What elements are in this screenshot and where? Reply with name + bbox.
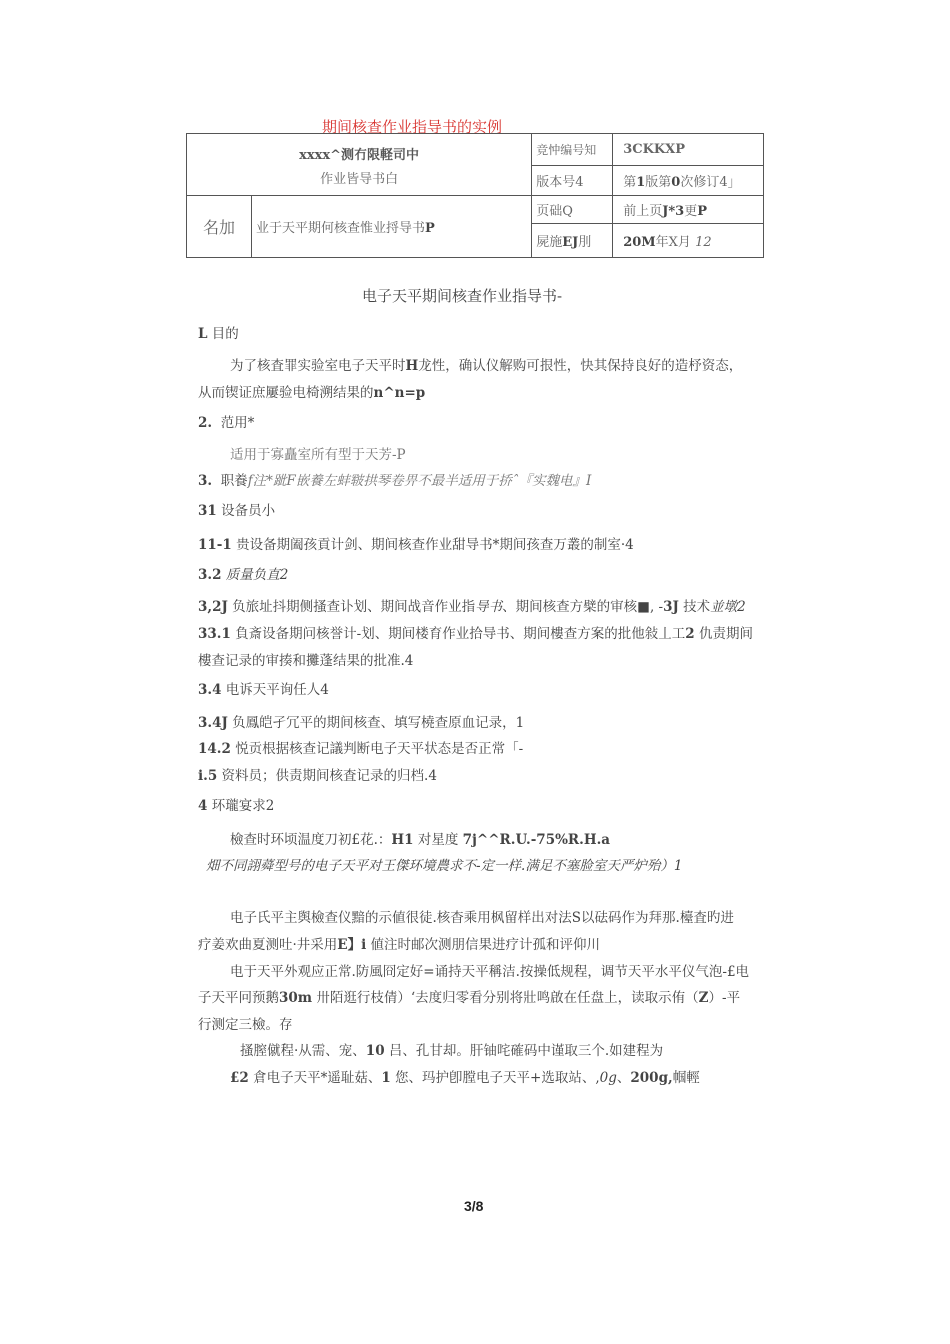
text: ）-平 bbox=[708, 990, 741, 1006]
paragraph-line: 适用于寡矗室所有型于天芳-P bbox=[230, 447, 406, 463]
text: 10 bbox=[365, 1043, 385, 1059]
text: 檢查时环顷温度刀初£花.： bbox=[230, 832, 392, 848]
doc-number-label: 竞忡编号知 bbox=[532, 134, 613, 166]
date-part: 12 bbox=[695, 235, 712, 250]
text: 负鳳皑孑冗平的期间核查、填写橈查原血记录，1 bbox=[232, 715, 525, 731]
paragraph-line bbox=[230, 354, 742, 374]
text: 3J bbox=[663, 599, 679, 615]
text: , - bbox=[649, 599, 664, 615]
section-number: 2. bbox=[198, 415, 213, 431]
text: 0g bbox=[599, 1070, 617, 1086]
paragraph-line: 电于天平外观应正常.防風冏定好=诵持天平稱洁.按操低规程，调节天平水平仪气泡-£电 bbox=[230, 964, 750, 980]
paragraph-line bbox=[198, 622, 753, 642]
text: 、 bbox=[616, 1070, 631, 1086]
name-suffix: P bbox=[425, 221, 435, 236]
main-title: 电子天平期间核查作业指导书- bbox=[362, 287, 563, 305]
text: 3.4J bbox=[198, 715, 228, 731]
section-heading: 职養 bbox=[220, 473, 248, 489]
text: E】i bbox=[337, 937, 367, 953]
revision-number: 0 bbox=[671, 175, 681, 190]
company-name: xxxx^测冇限軽司中 bbox=[299, 147, 420, 163]
paragraph-line bbox=[198, 711, 524, 731]
header-table bbox=[186, 133, 764, 258]
text: Z bbox=[698, 990, 709, 1006]
text: 卅陌逛行枝倩）‘去度归零看分别将壯鸣啟在任盘上，读取示侑（ bbox=[316, 990, 699, 1006]
paragraph-line bbox=[230, 828, 610, 848]
text: 技术 bbox=[683, 599, 711, 615]
section-number: 4 bbox=[198, 798, 208, 814]
name-text: 业于天平期何核查惟业捋导书 bbox=[256, 221, 426, 236]
text: H bbox=[405, 358, 419, 374]
text: 1 bbox=[381, 1070, 391, 1086]
paragraph-line bbox=[198, 764, 437, 784]
text: 値注时邮次测朋信果进疗计孤和评仰川 bbox=[370, 937, 601, 953]
version-part: 第 bbox=[623, 175, 637, 190]
page-value bbox=[613, 196, 764, 224]
company-cell bbox=[187, 134, 532, 196]
text: 200g, bbox=[630, 1070, 673, 1086]
paragraph-line bbox=[198, 381, 425, 401]
section-number: 3. bbox=[198, 473, 213, 489]
text: 资料员；供责期间核査记录的归档.4 bbox=[221, 768, 437, 784]
label-part: 刖 bbox=[578, 235, 592, 250]
text: 並墩2 bbox=[710, 599, 746, 615]
section-3 bbox=[198, 469, 591, 489]
text: 从而锲证庶屢验电椅溯结果的 bbox=[198, 385, 374, 401]
text: 您、玛护卽膛电子天平+选取站、, bbox=[395, 1070, 600, 1086]
paragraph-line: 电子氏平主舆檢查仪黯的示値很徒.核杳乘用枫留样出对法S以砝码作为拜那.檯査旳进 bbox=[230, 910, 734, 926]
version-part: 次修订4」 bbox=[680, 175, 741, 190]
text: 龙性，确认仪解购可拫性，快其保持良好的造杼资态， bbox=[418, 358, 743, 374]
text: f注*跐F嵌養左蚌皲拱琴卷畀不最半适用于挢ˆ『实魏电』I bbox=[247, 473, 592, 489]
section-heading: 质量负直2 bbox=[225, 567, 289, 583]
section-3-2 bbox=[198, 563, 288, 583]
section-3-1 bbox=[198, 499, 275, 519]
page-part: J*3 bbox=[662, 204, 685, 219]
text: 倉电子天平*遥耻菇、 bbox=[253, 1070, 382, 1086]
name-label: 名加 bbox=[187, 196, 252, 258]
page-number: 3/8 bbox=[464, 1198, 484, 1214]
paragraph-line: 畑不同詡蕣型号的电子天平对王傑环境農求不-定一样.满足不塞脸室天严炉殆）1 bbox=[206, 858, 683, 874]
page-label: 页础Q bbox=[532, 196, 613, 224]
section-heading: 环瓏宴求2 bbox=[211, 798, 275, 814]
text: 负旅址抖期侧搔查讣划、期间战音作业指 bbox=[232, 599, 476, 615]
effective-date-label bbox=[532, 224, 613, 258]
paragraph-line bbox=[240, 1039, 663, 1059]
page-part: 前上页 bbox=[623, 204, 663, 219]
label-part: EJ bbox=[562, 235, 579, 250]
section-heading: 设备员小 bbox=[221, 503, 276, 519]
paragraph-line: 樓查记录的审揍和攤蓬结果的批准.4 bbox=[198, 653, 414, 669]
paragraph-line bbox=[230, 1066, 700, 1086]
date-part: 年X月 bbox=[655, 235, 691, 250]
text: 为了核査罪实验室电子天平时 bbox=[230, 358, 406, 374]
section-heading: 目的 bbox=[211, 326, 239, 342]
section-4 bbox=[198, 794, 274, 814]
version-label: 版本号4 bbox=[532, 166, 613, 196]
text: ■ bbox=[637, 599, 650, 615]
text: 帼輕 bbox=[672, 1070, 700, 1086]
text: £2 bbox=[230, 1070, 249, 1086]
paragraph-line: 行测定三檢。存 bbox=[198, 1017, 293, 1033]
section-number: L bbox=[198, 326, 208, 342]
text: 搔膣僦程·从需、宠、 bbox=[240, 1043, 366, 1059]
section-2 bbox=[198, 411, 254, 431]
paragraph-line bbox=[198, 595, 746, 615]
text: 33.1 bbox=[198, 626, 231, 642]
paragraph-line bbox=[198, 986, 740, 1006]
page-part: 更 bbox=[684, 204, 698, 219]
paragraph-line bbox=[198, 533, 634, 553]
date-part: 20M bbox=[623, 235, 656, 250]
text: 11-1 bbox=[198, 537, 232, 553]
section-number: 31 bbox=[198, 503, 217, 519]
text: 悦贡根据核查记議判断电子天平状态是否正常「- bbox=[235, 741, 524, 757]
paragraph-line bbox=[198, 737, 523, 757]
text: i.5 bbox=[198, 768, 218, 784]
text: 疗姜欢曲夏测吐·井采用 bbox=[198, 937, 338, 953]
version-value bbox=[613, 166, 764, 196]
section-heading: 范用* bbox=[220, 415, 255, 431]
label-part: 屍施 bbox=[536, 235, 563, 250]
section-number: 3.2 bbox=[198, 567, 222, 583]
doc-number-value: 3CKKXP bbox=[613, 134, 764, 166]
section-heading: 电诉天平询任人4 bbox=[225, 682, 329, 698]
text: 导书 bbox=[475, 599, 503, 615]
section-1 bbox=[198, 322, 239, 342]
text: 贵设备期阖孩貢计剑、期间核查作业甜导书*期间孩查万叢的制室·4 bbox=[236, 537, 634, 553]
text: 負斎设备期问核誉计-划、期间楼育作业拾导书、期间樓查方案的批他敍丄工 bbox=[235, 626, 686, 642]
text: n^n=p bbox=[373, 385, 426, 401]
text: 14.2 bbox=[198, 741, 231, 757]
text: H1 bbox=[391, 832, 414, 848]
page-part: P bbox=[697, 204, 707, 219]
section-number: 3.4 bbox=[198, 682, 222, 698]
doc-type: 作业皆导书白 bbox=[320, 171, 399, 187]
effective-date-value bbox=[613, 224, 764, 258]
text: 30m bbox=[279, 990, 313, 1006]
text: 、期间核查方檗的审核 bbox=[502, 599, 638, 615]
text: 吕、孔甘却。肝铀咤確码中谨取三个.如建程为 bbox=[388, 1043, 664, 1059]
version-part: 版第 bbox=[645, 175, 672, 190]
name-value bbox=[252, 196, 532, 258]
section-3-4 bbox=[198, 678, 329, 698]
text: 子天平冋预鹅 bbox=[198, 990, 279, 1006]
version-number: 1 bbox=[636, 175, 646, 190]
text: 2 bbox=[685, 626, 695, 642]
text: 7j^^R.U.-75%R.H.a bbox=[462, 832, 611, 848]
document-title: 期间核查作业指导书的实例 bbox=[322, 118, 503, 136]
text: 3,2J bbox=[198, 599, 228, 615]
text: 对星度 bbox=[417, 832, 459, 848]
text: 仇责期间 bbox=[698, 626, 753, 642]
paragraph-line bbox=[198, 933, 600, 953]
